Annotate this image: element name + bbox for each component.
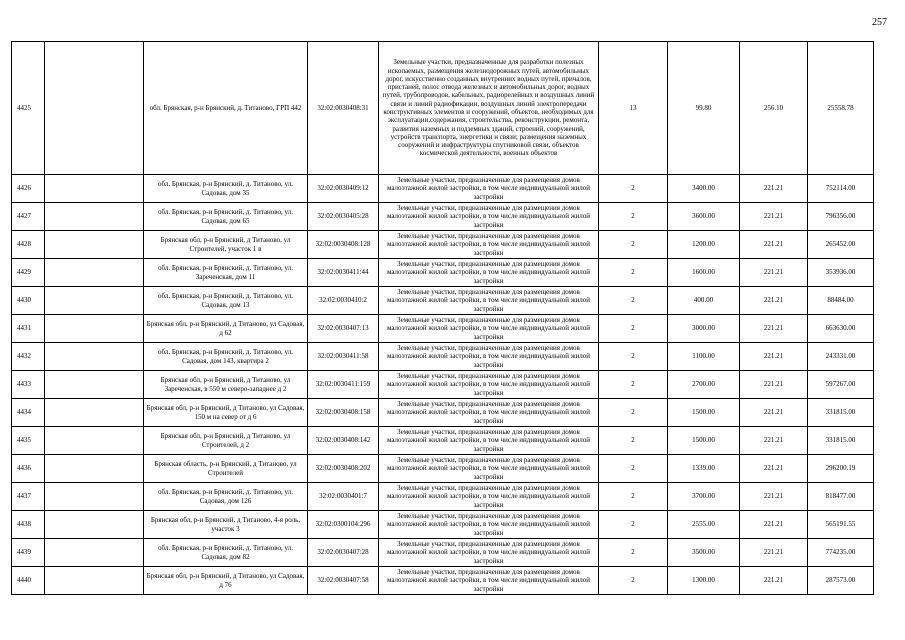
- cell-number: 4434: [12, 399, 45, 427]
- cell-cadastral-value: 818477.00: [808, 483, 874, 511]
- cell-area: 3400.00: [668, 175, 740, 203]
- cell-address: Брянская обл, р-н Брянский, д Титаново, 4-я роль, участок 3: [144, 511, 308, 539]
- cell-use-group: 2: [599, 567, 668, 595]
- cell-address: Брянская область, р-н Брянский, д Титаново, ул Строителей: [144, 455, 308, 483]
- cell-cadastral-number: 32:02:0030407:13: [308, 315, 379, 343]
- cell-specific-value: 221.21: [740, 259, 808, 287]
- cell-cadastral-value: 663630.00: [808, 315, 874, 343]
- cell-blank: [45, 203, 144, 231]
- cell-area: 2555.00: [668, 511, 740, 539]
- cell-address: Брянская обл, р-н Брянский, д Титаново, ул Строителей, участок 1 в: [144, 231, 308, 259]
- cell-cadastral-value: 774235.00: [808, 539, 874, 567]
- cell-specific-value: 221.21: [740, 483, 808, 511]
- cell-cadastral-value: 296200.19: [808, 455, 874, 483]
- cell-area: 2700.00: [668, 371, 740, 399]
- cell-use-group: 2: [599, 399, 668, 427]
- cell-area: 1600.00: [668, 259, 740, 287]
- cell-specific-value: 221.21: [740, 567, 808, 595]
- cell-number: 4438: [12, 511, 45, 539]
- cell-cadastral-value: 243331.00: [808, 343, 874, 371]
- cell-address: обл. Брянская, р-н Брянский, д. Титаново, ул. Садовая, дом 13: [144, 287, 308, 315]
- cell-blank: [45, 539, 144, 567]
- cell-area: 1100.00: [668, 343, 740, 371]
- cell-area: 1300.00: [668, 567, 740, 595]
- cell-cadastral-number: 32:02:0030408:202: [308, 455, 379, 483]
- cell-number: 4437: [12, 483, 45, 511]
- cell-address: обл. Брянская, р-н Брянский, д. Титаново, ГРП 442: [144, 42, 308, 175]
- cell-permitted-use: Земельные участки, предназначенные для размещения домов малоэтажной жилой застройки, в том числе индивидуальной жилой застройки: [379, 259, 599, 287]
- table-row: [12, 287, 874, 315]
- cell-cadastral-number: 32:02:0030410:2: [308, 287, 379, 315]
- cell-permitted-use: Земельные участки, предназначенные для размещения домов малоэтажной жилой застройки, в том числе индивидуальной жилой застройки: [379, 343, 599, 371]
- cell-specific-value: 221.21: [740, 455, 808, 483]
- cell-specific-value: 221.21: [740, 399, 808, 427]
- cell-area: 3500.00: [668, 539, 740, 567]
- cell-cadastral-value: 353936.00: [808, 259, 874, 287]
- cell-permitted-use: Земельные участки, предназначенные для размещения домов малоэтажной жилой застройки, в том числе индивидуальной жилой застройки: [379, 567, 599, 595]
- cell-area: 1500.00: [668, 427, 740, 455]
- cell-permitted-use: Земельные участки, предназначенные для размещения домов малоэтажной жилой застройки, в том числе индивидуальной жилой застройки: [379, 399, 599, 427]
- cell-blank: [45, 231, 144, 259]
- cell-area: 3700.00: [668, 483, 740, 511]
- cell-address: Брянская обл, р-н Брянский, д Титаново, ул Строителей, д 2: [144, 427, 308, 455]
- table-row: [12, 455, 874, 483]
- cell-number: 4432: [12, 343, 45, 371]
- cell-number: 4425: [12, 42, 45, 175]
- table-row: [12, 203, 874, 231]
- cell-cadastral-value: 796356.00: [808, 203, 874, 231]
- table-row: [12, 511, 874, 539]
- cell-address: обл. Брянская, р-н Брянский, д. Титаново, ул. Садовая, дом 143, квартира 2: [144, 343, 308, 371]
- cell-cadastral-number: 32:02:0030401:7: [308, 483, 379, 511]
- cell-specific-value: 221.21: [740, 511, 808, 539]
- table-row: [12, 399, 874, 427]
- cell-use-group: 2: [599, 203, 668, 231]
- table-row: [12, 231, 874, 259]
- cell-cadastral-number: 32:02:0030408:158: [308, 399, 379, 427]
- cell-cadastral-value: 25558.78: [808, 42, 874, 175]
- cell-cadastral-number: 32:02:0030407:28: [308, 539, 379, 567]
- cell-use-group: 2: [599, 315, 668, 343]
- cell-cadastral-value: 265452.00: [808, 231, 874, 259]
- cell-address: Брянская обл, р-н Брянский, д Титаново, ул Садовая, д 76: [144, 567, 308, 595]
- cell-use-group: 2: [599, 483, 668, 511]
- cell-blank: [45, 42, 144, 175]
- cell-number: 4430: [12, 287, 45, 315]
- table-row: [12, 259, 874, 287]
- cell-area: 99.80: [668, 42, 740, 175]
- cell-cadastral-value: 331815.00: [808, 399, 874, 427]
- table-row: [12, 175, 874, 203]
- cell-blank: [45, 371, 144, 399]
- cell-area: 1200.00: [668, 231, 740, 259]
- cell-use-group: 2: [599, 539, 668, 567]
- cell-permitted-use: Земельные участки, предназначенные для размещения домов малоэтажной жилой застройки, в том числе индивидуальной жилой застройки: [379, 315, 599, 343]
- table-row: [12, 343, 874, 371]
- cell-number: 4440: [12, 567, 45, 595]
- cell-address: обл. Брянская, р-н Брянский, д. Титаново, ул. Зареченская, дом 11: [144, 259, 308, 287]
- cell-permitted-use: Земельные участки, предназначенные для размещения домов малоэтажной жилой застройки, в том числе индивидуальной жилой застройки: [379, 455, 599, 483]
- cell-permitted-use: Земельные участки, предназначенные для размещения домов малоэтажной жилой застройки, в том числе индивидуальной жилой застройки: [379, 287, 599, 315]
- cell-number: 4433: [12, 371, 45, 399]
- cell-area: 3000.00: [668, 315, 740, 343]
- cell-use-group: 2: [599, 511, 668, 539]
- cell-permitted-use: Земельные участки, предназначенные для размещения домов малоэтажной жилой застройки, в том числе индивидуальной жилой застройки: [379, 371, 599, 399]
- cell-area: 3600.00: [668, 203, 740, 231]
- cell-address: обл. Брянская, р-н Брянский, д. Титаново, ул. Садовая, дом 82: [144, 539, 308, 567]
- cell-blank: [45, 455, 144, 483]
- cell-number: 4428: [12, 231, 45, 259]
- cell-area: 400.00: [668, 287, 740, 315]
- cell-specific-value: 221.21: [740, 343, 808, 371]
- cell-use-group: 2: [599, 455, 668, 483]
- cell-number: 4429: [12, 259, 45, 287]
- cell-number: 4435: [12, 427, 45, 455]
- cell-area: 1500.00: [668, 399, 740, 427]
- cell-address: обл. Брянская, р-н Брянский, д. Титаново, ул. Садовая, дом 65: [144, 203, 308, 231]
- cell-cadastral-number: 32:02:0030409:12: [308, 175, 379, 203]
- cell-blank: [45, 343, 144, 371]
- cell-use-group: 2: [599, 259, 668, 287]
- cell-cadastral-number: 32:02:0030408:31: [308, 42, 379, 175]
- cell-cadastral-number: 32:02:0030407:58: [308, 567, 379, 595]
- cell-permitted-use: Земельные участки, предназначенные для размещения домов малоэтажной жилой застройки, в том числе индивидуальной жилой застройки: [379, 427, 599, 455]
- cell-blank: [45, 287, 144, 315]
- table-row: [12, 483, 874, 511]
- cell-permitted-use: Земельные участки, предназначенные для размещения домов малоэтажной жилой застройки, в том числе индивидуальной жилой застройки: [379, 203, 599, 231]
- cell-permitted-use: Земельные участки, предназначенные для размещения домов малоэтажной жилой застройки, в том числе индивидуальной жилой застройки: [379, 539, 599, 567]
- table-body: [12, 42, 874, 595]
- cell-permitted-use: Земельные участки, предназначенные для размещения домов малоэтажной жилой застройки, в том числе индивидуальной жилой застройки: [379, 511, 599, 539]
- cell-specific-value: 221.21: [740, 175, 808, 203]
- cell-cadastral-value: 88484.00: [808, 287, 874, 315]
- table-row: [12, 427, 874, 455]
- cell-blank: [45, 567, 144, 595]
- cell-cadastral-value: 331815.00: [808, 427, 874, 455]
- cell-cadastral-number: 32:02:0030411:58: [308, 343, 379, 371]
- cell-blank: [45, 399, 144, 427]
- cell-cadastral-number: 32:02:0300104:296: [308, 511, 379, 539]
- land-registry-table: [11, 41, 874, 595]
- cell-cadastral-number: 32:02:0030408:142: [308, 427, 379, 455]
- cell-cadastral-value: 565191.55: [808, 511, 874, 539]
- cell-use-group: 2: [599, 175, 668, 203]
- cell-cadastral-number: 32:02:0030411:44: [308, 259, 379, 287]
- cell-use-group: 2: [599, 287, 668, 315]
- cell-blank: [45, 259, 144, 287]
- table-row: [12, 567, 874, 595]
- table-row: [12, 539, 874, 567]
- cell-use-group: 2: [599, 427, 668, 455]
- table-row: [12, 371, 874, 399]
- cell-cadastral-value: 752114.00: [808, 175, 874, 203]
- cell-use-group: 2: [599, 371, 668, 399]
- cell-cadastral-value: 287573.00: [808, 567, 874, 595]
- cell-blank: [45, 427, 144, 455]
- cell-blank: [45, 175, 144, 203]
- cell-use-group: 2: [599, 231, 668, 259]
- cell-number: 4427: [12, 203, 45, 231]
- cell-specific-value: 221.21: [740, 287, 808, 315]
- cell-blank: [45, 315, 144, 343]
- cell-address: Брянская обл, р-н Брянский, д Титаново, ул Садовая, 150 м на север от д 6: [144, 399, 308, 427]
- cell-number: 4439: [12, 539, 45, 567]
- cell-cadastral-number: 32:02:0030408:128: [308, 231, 379, 259]
- cell-cadastral-number: 32:02:0030411:159: [308, 371, 379, 399]
- cell-permitted-use: Земельные участки, предназначенные для размещения домов малоэтажной жилой застройки, в том числе индивидуальной жилой застройки: [379, 231, 599, 259]
- table-row: [12, 42, 874, 175]
- cell-address: Брянская обл, р-н Брянский, д Титаново, ул Зареченская, в 550 м северо-западнее д 2: [144, 371, 308, 399]
- cell-use-group: 2: [599, 343, 668, 371]
- table-row: [12, 315, 874, 343]
- cell-cadastral-value: 597267.00: [808, 371, 874, 399]
- cell-specific-value: 221.21: [740, 427, 808, 455]
- cell-specific-value: 221.21: [740, 315, 808, 343]
- cell-number: 4426: [12, 175, 45, 203]
- cell-specific-value: 221.21: [740, 539, 808, 567]
- cell-specific-value: 221.21: [740, 371, 808, 399]
- cell-specific-value: 221.21: [740, 231, 808, 259]
- cell-permitted-use: Земельные участки, предназначенные для размещения домов малоэтажной жилой застройки, в том числе индивидуальной жилой застройки: [379, 175, 599, 203]
- cell-blank: [45, 511, 144, 539]
- cell-address: обл. Брянская, р-н Брянский, д. Титаново, ул. Садовая, дом 35: [144, 175, 308, 203]
- cell-number: 4436: [12, 455, 45, 483]
- cell-cadastral-number: 32:02:0030405:28: [308, 203, 379, 231]
- cell-specific-value: 256.10: [740, 42, 808, 175]
- cell-address: обл. Брянская, р-н Брянский, д. Титаново, ул. Садовая, дом 126: [144, 483, 308, 511]
- page-number: 257: [872, 17, 887, 28]
- cell-use-group: 13: [599, 42, 668, 175]
- cell-permitted-use: Земельные участки, предназначенные для разработки полезных ископаемых, размещения железнодорожных путей, автомобильных дорог, искусственно созданных внутренних водных путей, причалов, пристаней, полос отвода железных и автомобильных дорог, водных путей, трубопроводов, кабельных, радиорелейных и воздушных линий связи и линий радиофикации, воздушных линий электропередачи конструктивных элементов и сооружений, объектов, необходимых для эксплуатации,содержания, строительства, реконструкции, ремонта, развития наземных и подземных зданий, строений, сооружений, устройств транспорта, энергетики и связи; размещения наземных сооружений и инфраструктуры спутниковой связи, объектов космической деятельности, военных объектов: [379, 42, 599, 175]
- cell-blank: [45, 483, 144, 511]
- cell-address: Брянская обл, р-н Брянский, д Титаново, ул Садовая, д 62: [144, 315, 308, 343]
- cell-permitted-use: Земельные участки, предназначенные для размещения домов малоэтажной жилой застройки, в том числе индивидуальной жилой застройки: [379, 483, 599, 511]
- cell-number: 4431: [12, 315, 45, 343]
- cell-area: 1339.00: [668, 455, 740, 483]
- cell-specific-value: 221.21: [740, 203, 808, 231]
